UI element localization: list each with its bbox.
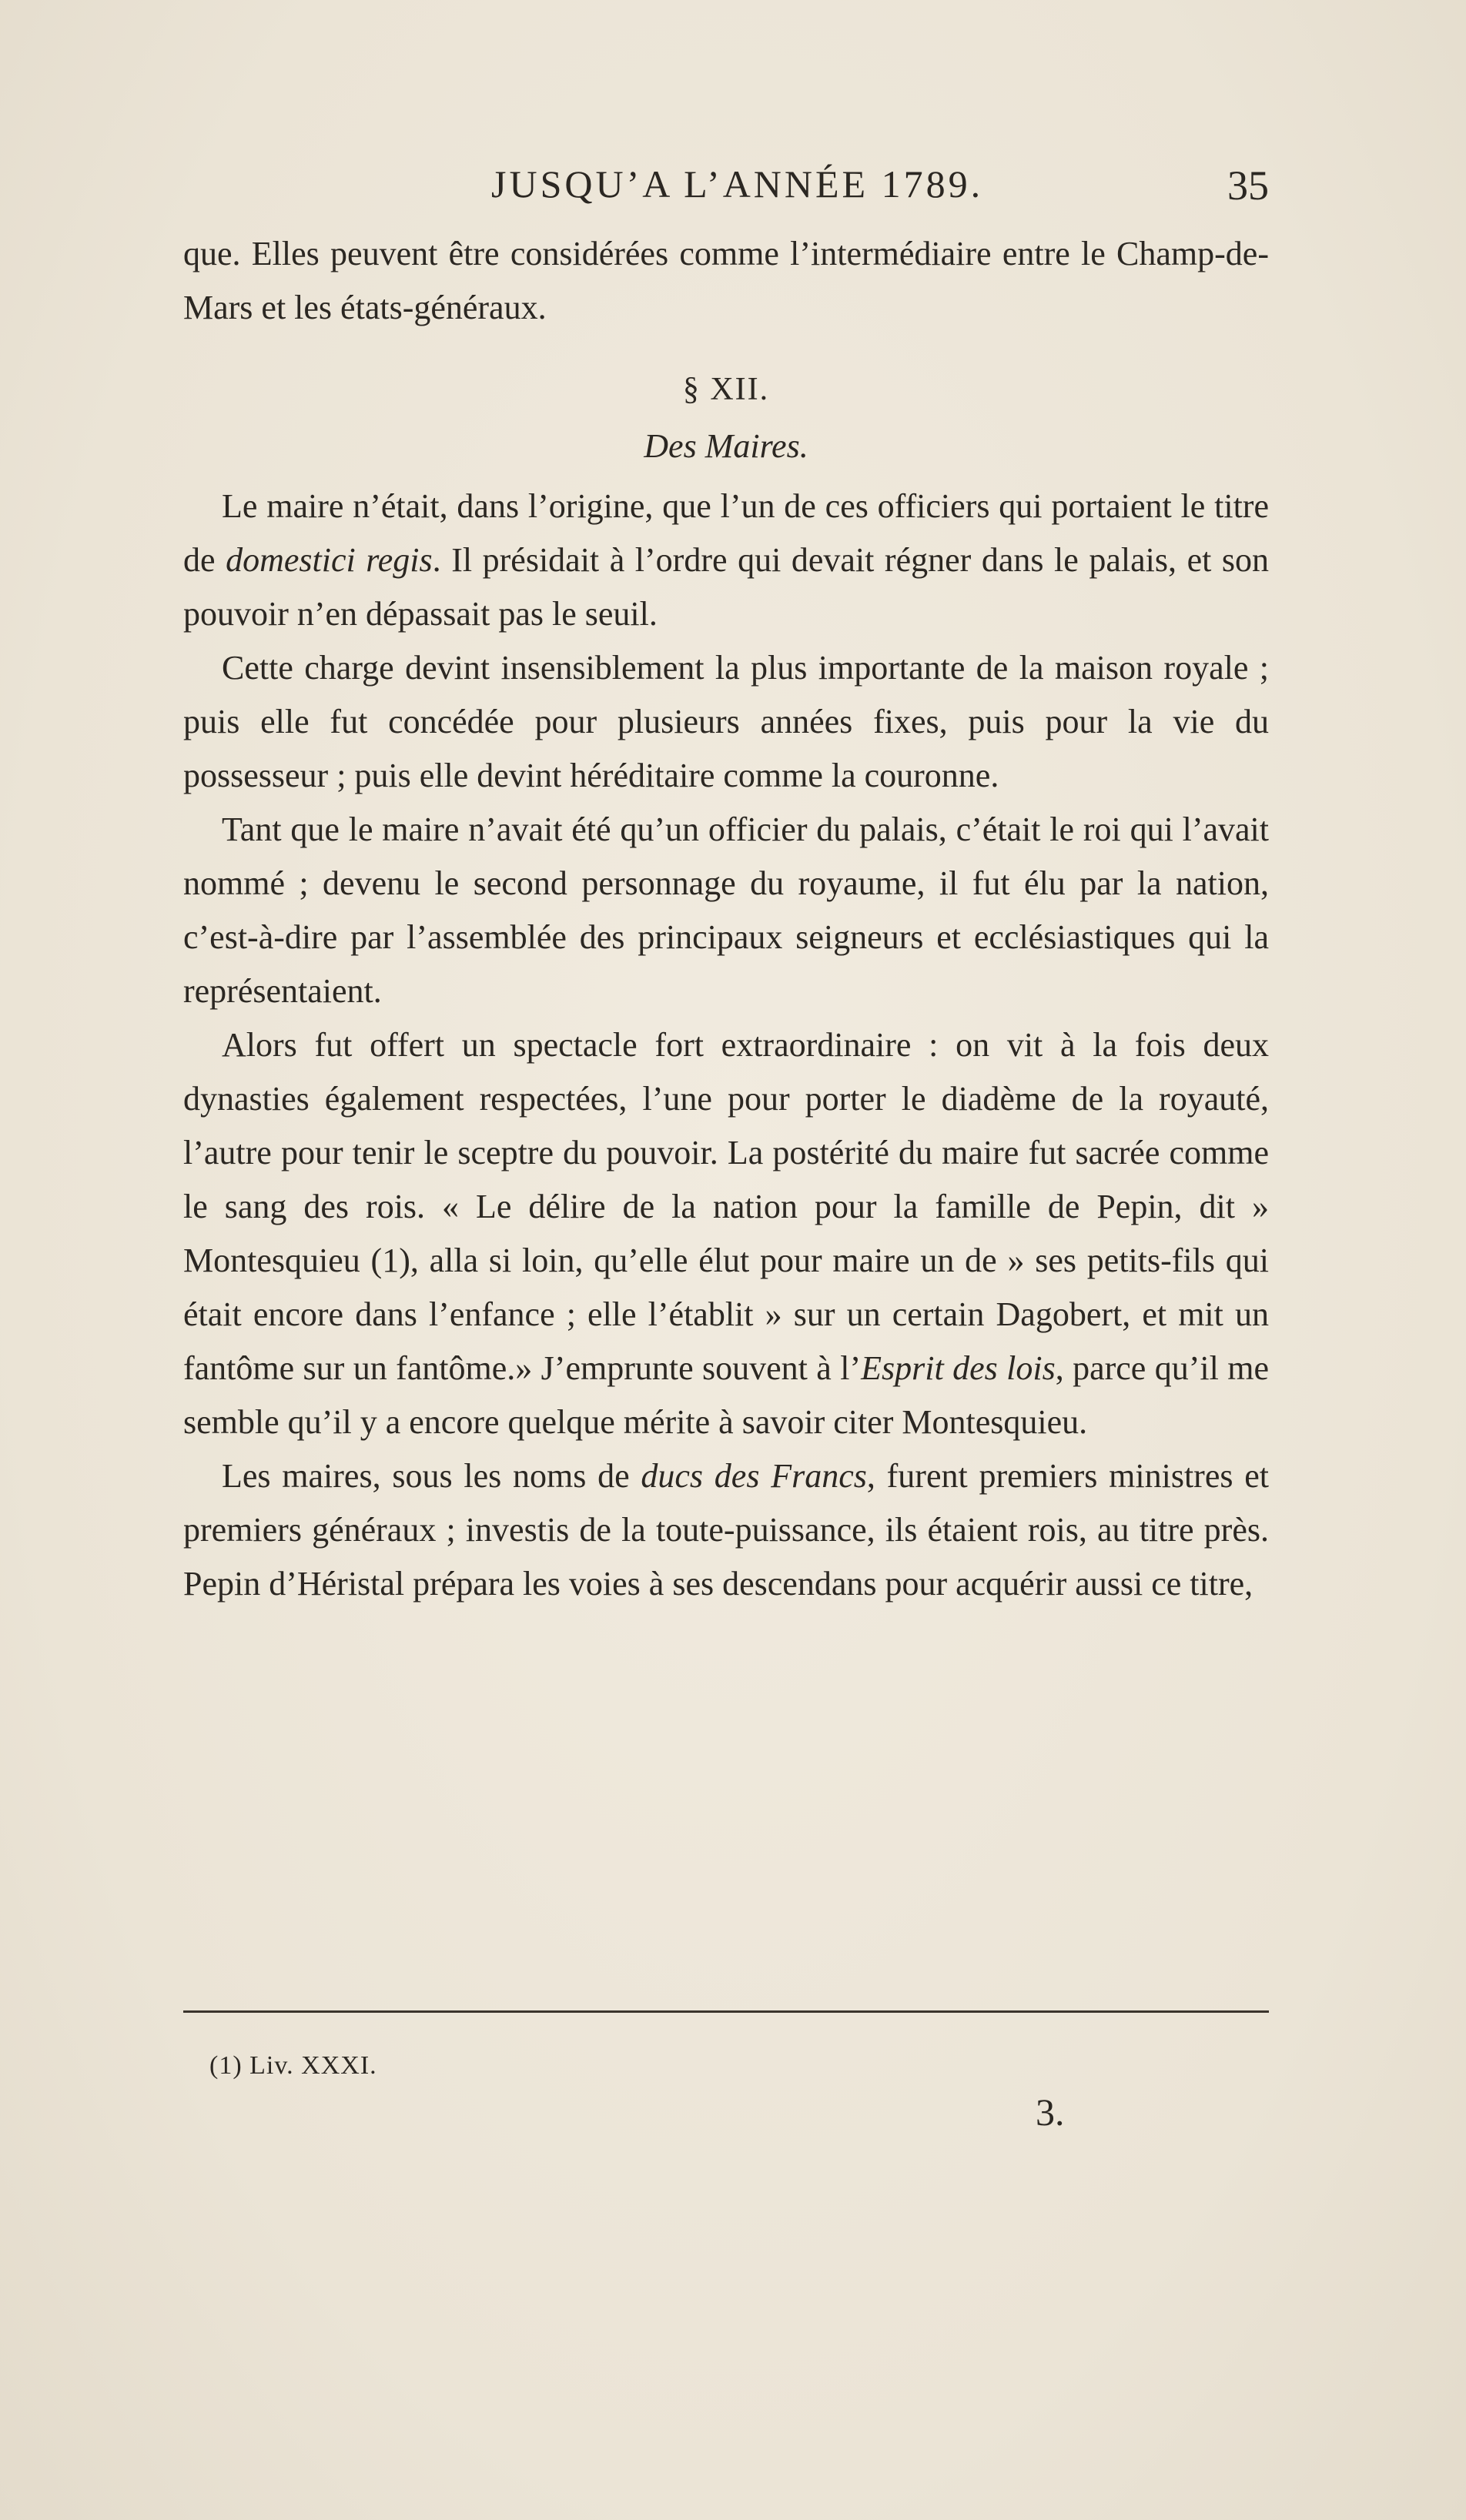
paragraph-5-text-b: , parce qu’il me semble qu’il y a encore quelque mérite à savoir citer Montesquieu. — [183, 1349, 1269, 1441]
section-number: § XII. — [682, 372, 770, 407]
page-number: 35 — [1227, 162, 1269, 209]
paragraph-3: Cette charge devint insensiblement la plus importante de la maison royale ; puis elle fut concédée pour plusieurs années fixes, puis pour la vie du possesseur ; puis elle devint héréditaire comme la couronne. — [183, 649, 1269, 794]
page-header — [183, 162, 1269, 216]
footnote: (1) Liv. XXXI. — [209, 2051, 377, 2080]
paragraph-6-text-b: , furent premiers ministres et premiers généraux ; investis de la toute-puissance, ils étaient rois, au titre près. Pepin d’Héristal prépara les voies à ses descendans pour acquérir aussi ce titre, — [183, 1457, 1269, 1603]
paragraph-4: Tant que le maire n’avait été qu’un officier du palais, c’était le roi qui l’avait nommé ; devenu le second personnage du royaume, il fut élu par la nation, c’est-à-dire par l’assemblée des principaux seigneurs et ecclésiastiques qui la représentaient. — [183, 810, 1269, 1010]
body-text — [183, 227, 1269, 1611]
paragraph-2 — [183, 480, 1269, 641]
paragraph-5-text-a: Alors fut offert un spectacle fort extraordinaire : on vit à la fois deux dynasties également respectées, l’une pour porter le diadème de la royauté, l’autre pour tenir le sceptre du pouvoir. La postérité du maire fut sacrée comme le sang des rois. « Le délire de la nation pour la famille de Pepin, dit » Montesquieu (1), alla si loin, qu’elle élut pour maire un de » ses petits-fils qui était encore dans l’enfance ; elle l’établit » sur un certain Dagobert, et mit un fantôme sur un fantôme.» J’emprunte souvent à l’ — [183, 1026, 1269, 1387]
paragraph-2-text-a: Le maire n’était, dans l’origine, que l’un de ces officiers qui portaient le titre de — [183, 487, 1269, 579]
paragraph-2-text-b: . Il présidait à l’ordre qui devait régner dans le palais, et son pouvoir n’en dépassait pas le seuil. — [183, 541, 1270, 633]
paragraph-2-italic: domestici regis — [226, 541, 433, 579]
footnote-divider — [183, 2010, 1269, 2013]
paragraph-6-italic: ducs des Francs — [641, 1457, 867, 1495]
section-title: Des Maires. — [644, 427, 808, 465]
paragraph-5 — [183, 1018, 1269, 1449]
paragraph-6 — [183, 1449, 1269, 1611]
paragraph-1: que. Elles peuvent être considérées comme l’intermédiaire entre le Champ-de-Mars et les états-généraux. — [183, 235, 1269, 326]
signature-mark: 3. — [1036, 2091, 1065, 2134]
paragraph-6-text-a: Les maires, sous les noms de — [222, 1457, 641, 1495]
paragraph-5-italic: Esprit des lois — [861, 1349, 1056, 1387]
running-title: JUSQU’A L’ANNÉE 1789. — [491, 162, 984, 206]
